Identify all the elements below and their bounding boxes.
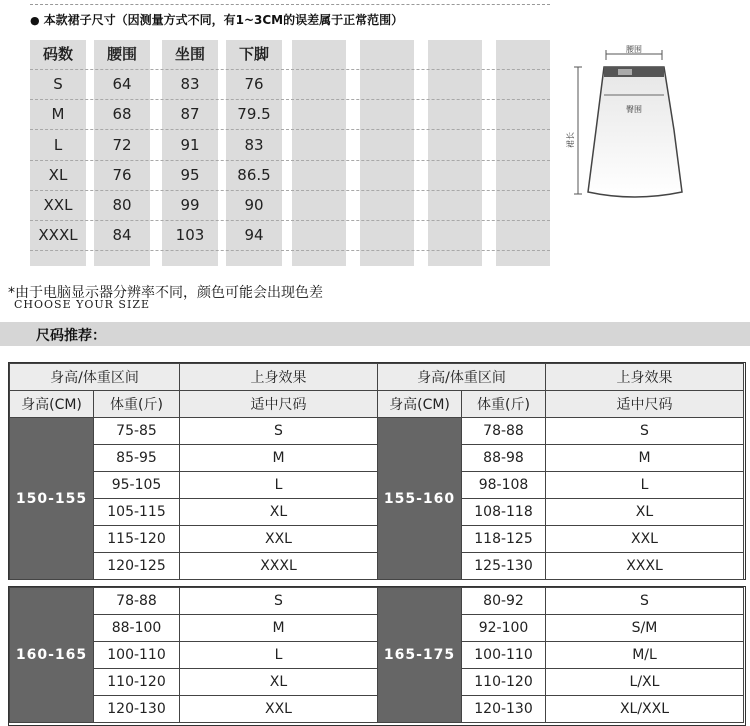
weight-range-cell: 78-88	[462, 418, 546, 445]
recommend-row	[10, 588, 744, 615]
weight-range-cell: 120-125	[94, 553, 180, 580]
recommended-size-cell: L	[180, 472, 378, 499]
size-chart-cell: XL	[48, 166, 68, 184]
recommended-size-cell: M	[180, 445, 378, 472]
recommended-size-cell: M	[546, 445, 744, 472]
size-chart-cell: 95	[180, 166, 200, 184]
recommend-row	[10, 696, 744, 723]
weight-range-cell: 105-115	[94, 499, 180, 526]
size-chart-cell: 80	[112, 196, 132, 214]
recommend-row	[10, 553, 744, 580]
recommended-size-cell: S	[546, 418, 744, 445]
size-chart-row	[30, 100, 550, 130]
waist-label: 腰围	[626, 45, 642, 54]
size-chart-cell: 94	[244, 226, 264, 244]
height-range-cell: 150-155	[10, 418, 94, 580]
recommended-size-cell: XXL	[546, 526, 744, 553]
height-header: 身高(CM)	[10, 391, 94, 418]
notice-text: 本款裙子尺寸（因测量方式不同，有1~3CM的误差属于正常范围）	[43, 13, 404, 27]
color-disclaimer: *由于电脑显示器分辨率不同，颜色可能会出现色差	[8, 285, 323, 301]
size-chart-cell: 99	[180, 196, 200, 214]
recommended-size-cell: L	[546, 472, 744, 499]
weight-range-cell: 98-108	[462, 472, 546, 499]
recommend-row	[10, 526, 744, 553]
recommend-title: 尺码推荐：	[36, 328, 106, 344]
length-measure-line	[574, 67, 582, 194]
weight-range-cell: 95-105	[94, 472, 180, 499]
range-header: 身高/体重区间	[378, 364, 546, 391]
weight-range-cell: 118-125	[462, 526, 546, 553]
recommended-size-cell: S	[546, 588, 744, 615]
recommended-size-cell: S/M	[546, 615, 744, 642]
size-chart-cell: 90	[244, 196, 264, 214]
recommend-row	[10, 499, 744, 526]
skirt-outline	[588, 67, 682, 197]
size-chart-cell: 76	[244, 75, 264, 93]
size-header: 适中尺码	[546, 391, 744, 418]
recommend-table-bottom	[8, 586, 746, 726]
recommended-size-cell: M/L	[546, 642, 744, 669]
size-notice	[30, 11, 403, 28]
size-chart-cell: 91	[180, 136, 200, 154]
weight-range-cell: 120-130	[462, 696, 546, 723]
recommended-size-cell: XXL	[180, 526, 378, 553]
size-chart-header-row	[30, 40, 550, 70]
recommend-row	[10, 445, 744, 472]
recommended-size-cell: S	[180, 588, 378, 615]
size-chart-cell: 68	[112, 105, 132, 123]
size-chart-cell: 83	[244, 136, 264, 154]
weight-range-cell: 88-98	[462, 445, 546, 472]
weight-range-cell: 100-110	[94, 642, 180, 669]
size-chart-cell: 84	[112, 226, 132, 244]
size-chart-row	[30, 70, 550, 100]
weight-range-cell: 92-100	[462, 615, 546, 642]
recommended-size-cell: XXL	[180, 696, 378, 723]
size-chart-row	[30, 131, 550, 161]
size-chart-cell: M	[51, 105, 65, 123]
size-chart-cell: 86.5	[237, 166, 271, 184]
recommended-size-cell: XXXL	[546, 553, 744, 580]
weight-range-cell: 80-92	[462, 588, 546, 615]
recommended-size-cell: L	[180, 642, 378, 669]
recommend-row	[10, 472, 744, 499]
recommend-header-bar	[0, 322, 750, 346]
skirt-diagram	[566, 40, 696, 200]
recommended-size-cell: L/XL	[546, 669, 744, 696]
size-header: 适中尺码	[180, 391, 378, 418]
size-chart-header-cell: 码数	[42, 45, 73, 63]
size-chart-header-cell: 下脚	[238, 45, 269, 63]
recommend-row	[10, 418, 744, 445]
size-chart-cell: 83	[180, 75, 200, 93]
weight-range-cell: 125-130	[462, 553, 546, 580]
recommend-row	[10, 669, 744, 696]
weight-header: 体重(斤)	[94, 391, 180, 418]
size-chart-row	[30, 161, 550, 191]
weight-range-cell: 115-120	[94, 526, 180, 553]
size-chart-cell: 64	[112, 75, 132, 93]
recommended-size-cell: XL	[180, 669, 378, 696]
height-range-cell: 155-160	[378, 418, 462, 580]
weight-range-cell: 75-85	[94, 418, 180, 445]
belt-buckle	[618, 69, 632, 75]
size-chart-cell: 87	[180, 105, 200, 123]
weight-range-cell: 108-118	[462, 499, 546, 526]
weight-range-cell: 88-100	[94, 615, 180, 642]
choose-size-caption: CHOOSE YOUR SIZE	[14, 298, 150, 311]
recommended-size-cell: XL	[546, 499, 744, 526]
top-divider	[30, 4, 550, 5]
size-chart-cell: 103	[175, 226, 205, 244]
recommend-table-top	[8, 362, 746, 580]
recommend-row	[10, 615, 744, 642]
weight-range-cell: 110-120	[94, 669, 180, 696]
size-chart-cell: XXXL	[38, 226, 78, 244]
size-chart-cell: XXL	[43, 196, 73, 214]
range-header: 身高/体重区间	[10, 364, 180, 391]
size-recommend-table	[9, 587, 744, 723]
recommended-size-cell: XL	[180, 499, 378, 526]
waistband	[604, 67, 664, 77]
size-chart-row	[30, 191, 550, 221]
height-header: 身高(CM)	[378, 391, 462, 418]
recommended-size-cell: M	[180, 615, 378, 642]
bullet-icon: ●	[30, 14, 40, 27]
recommend-row	[10, 642, 744, 669]
size-chart-header-cell: 坐围	[174, 45, 205, 63]
height-range-cell: 160-165	[10, 588, 94, 723]
recommended-size-cell: XL/XXL	[546, 696, 744, 723]
height-range-cell: 165-175	[378, 588, 462, 723]
weight-range-cell: 110-120	[462, 669, 546, 696]
size-chart-cell: 76	[112, 166, 132, 184]
recommended-size-cell: XXXL	[180, 553, 378, 580]
size-chart-cell: L	[53, 136, 63, 154]
hip-label: 臀围	[626, 105, 642, 114]
weight-range-cell: 100-110	[462, 642, 546, 669]
effect-header: 上身效果	[180, 364, 378, 391]
size-recommend-table	[9, 363, 744, 580]
size-chart	[30, 40, 550, 266]
size-chart-cell: 72	[112, 136, 132, 154]
weight-range-cell: 85-95	[94, 445, 180, 472]
size-chart-cell: 79.5	[237, 105, 271, 123]
weight-range-cell: 120-130	[94, 696, 180, 723]
size-chart-header-cell: 腰围	[106, 45, 137, 63]
size-chart-cell: S	[53, 75, 63, 93]
recommended-size-cell: S	[180, 418, 378, 445]
length-label: 裙长	[566, 132, 575, 148]
weight-range-cell: 78-88	[94, 588, 180, 615]
effect-header: 上身效果	[546, 364, 744, 391]
size-chart-row	[30, 221, 550, 251]
weight-header: 体重(斤)	[462, 391, 546, 418]
